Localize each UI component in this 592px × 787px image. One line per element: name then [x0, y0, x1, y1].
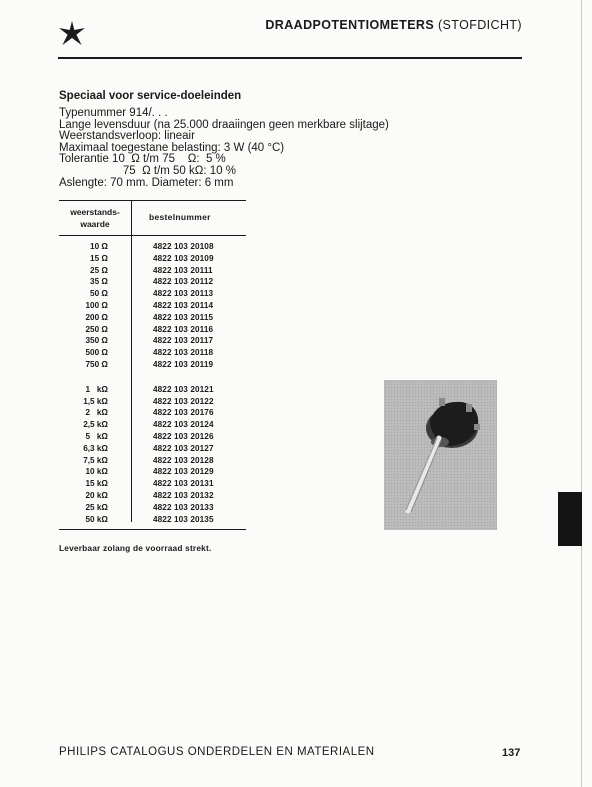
- order-code: 4822 103 20113: [153, 289, 214, 299]
- order-code: 4822 103 20133: [153, 502, 214, 512]
- potentiometer-photo: [384, 380, 497, 530]
- spec-list: [59, 108, 389, 189]
- page-number: 137: [502, 747, 521, 759]
- header-title-light: (STOFDICHT): [437, 18, 522, 32]
- resistor-table: [59, 200, 246, 530]
- resistance-value: 6,3 kΩ: [83, 443, 108, 453]
- resistance-value: 25 kΩ: [85, 502, 108, 512]
- group-gap: [59, 372, 246, 385]
- order-code: 4822 103 20112: [153, 277, 214, 287]
- table-row: [59, 254, 246, 266]
- order-code: 4822 103 20116: [153, 324, 214, 334]
- order-code: 4822 103 20126: [153, 431, 214, 441]
- resistance-value: 20 kΩ: [85, 490, 108, 500]
- resistance-value: 200 Ω: [85, 312, 108, 322]
- order-code: 4822 103 20129: [153, 467, 214, 477]
- page-edge: [581, 0, 582, 787]
- spec-line: Tolerantie 10 Ω t/m 75 Ω: 5 %: [59, 153, 226, 166]
- order-code: 4822 103 20124: [153, 420, 214, 430]
- order-code: 4822 103 20176: [153, 408, 214, 418]
- order-code: 4822 103 20131: [153, 479, 214, 489]
- spec-line: 75 Ω t/m 50 kΩ: 10 %: [59, 164, 236, 177]
- page-header-title: [265, 18, 522, 32]
- table-row: [59, 479, 246, 491]
- star-icon: [58, 20, 86, 46]
- table-row: [59, 397, 246, 409]
- resistance-value: 50 Ω: [90, 289, 108, 299]
- resistance-value: 1 kΩ: [85, 384, 108, 394]
- resistance-value: 250 Ω: [85, 324, 108, 334]
- resistance-value: 1,5 kΩ: [83, 396, 108, 406]
- order-code: 4822 103 20118: [153, 348, 214, 358]
- resistance-value: 350 Ω: [85, 336, 108, 346]
- header-title-bold: DRAADPOTENTIOMETERS: [265, 18, 435, 32]
- section-title: Speciaal voor service-doeleinden: [59, 90, 242, 102]
- table-row: [59, 360, 246, 372]
- resistance-value: 5 kΩ: [85, 431, 108, 441]
- table-row: [59, 348, 246, 360]
- order-code: 4822 103 20109: [153, 253, 214, 263]
- resistance-value: 15 kΩ: [85, 479, 108, 489]
- table-row: [59, 289, 246, 301]
- resistance-value: 2 kΩ: [85, 408, 108, 418]
- header-resistance-line1: weerstands-: [70, 207, 120, 217]
- resistance-value: 750 Ω: [85, 359, 108, 369]
- table-row: [59, 467, 246, 479]
- spec-line: Weerstandsverloop: lineair: [59, 130, 195, 143]
- table-row: [59, 503, 246, 515]
- table-row: [59, 277, 246, 289]
- footer-catalog-title: PHILIPS CATALOGUS ONDERDELEN EN MATERIALEN: [59, 746, 375, 758]
- resistance-value: 2,5 kΩ: [83, 420, 108, 430]
- order-code: 4822 103 20132: [153, 490, 214, 500]
- order-code: 4822 103 20119: [153, 359, 214, 369]
- table-row: [59, 313, 246, 325]
- spec-line: Lange levensduur (na 25.000 draaiingen geen merkbare slijtage): [59, 118, 389, 131]
- order-code: 4822 103 20128: [153, 455, 214, 465]
- order-code: 4822 103 20111: [153, 265, 213, 275]
- header-order-number: bestelnummer: [149, 212, 211, 222]
- table-row: [59, 325, 246, 337]
- order-code: 4822 103 20135: [153, 514, 214, 524]
- resistance-value: 100 Ω: [85, 300, 108, 310]
- header-resistance-line2: waarde: [80, 219, 110, 229]
- resistance-value: 500 Ω: [85, 348, 108, 358]
- table-row: [59, 432, 246, 444]
- table-row: [59, 266, 246, 278]
- order-code: 4822 103 20127: [153, 443, 214, 453]
- header-rule: [58, 57, 522, 59]
- spec-line: Typenummer 914/. . .: [59, 107, 168, 119]
- header-resistance: [59, 206, 131, 230]
- order-code: 4822 103 20121: [153, 384, 214, 394]
- table-row: [59, 385, 246, 397]
- order-code: 4822 103 20122: [153, 396, 214, 406]
- table-row: [59, 336, 246, 348]
- table-body: [59, 236, 246, 526]
- order-code: 4822 103 20117: [153, 336, 214, 346]
- section-tab-marker: [558, 492, 582, 546]
- table-row: [59, 408, 246, 420]
- resistance-value: 35 Ω: [90, 277, 108, 287]
- table-row: [59, 420, 246, 432]
- resistance-value: 25 Ω: [90, 265, 108, 275]
- spec-line: Aslengte: 70 mm. Diameter: 6 mm: [59, 176, 234, 189]
- resistance-value: 10 Ω: [90, 242, 108, 251]
- resistance-value: 50 kΩ: [85, 514, 108, 524]
- table-header: [59, 201, 246, 235]
- table-bottom-rule: [59, 529, 246, 530]
- resistance-value: 7,5 kΩ: [83, 455, 108, 465]
- order-code: 4822 103 20115: [153, 312, 214, 322]
- spec-line: Maximaal toegestane belasting: 3 W (40 °C): [59, 141, 285, 154]
- order-code: 4822 103 20114: [153, 300, 214, 310]
- order-code: 4822 103 20108: [153, 242, 214, 251]
- table-row: [59, 515, 246, 527]
- table-row: [59, 491, 246, 503]
- table-row: [59, 444, 246, 456]
- resistance-value: 15 Ω: [90, 253, 108, 263]
- table-row: [59, 456, 246, 468]
- table-row: [59, 242, 246, 254]
- table-row: [59, 301, 246, 313]
- resistance-value: 10 kΩ: [85, 467, 108, 477]
- availability-note: Leverbaar zolang de voorraad strekt.: [59, 543, 212, 553]
